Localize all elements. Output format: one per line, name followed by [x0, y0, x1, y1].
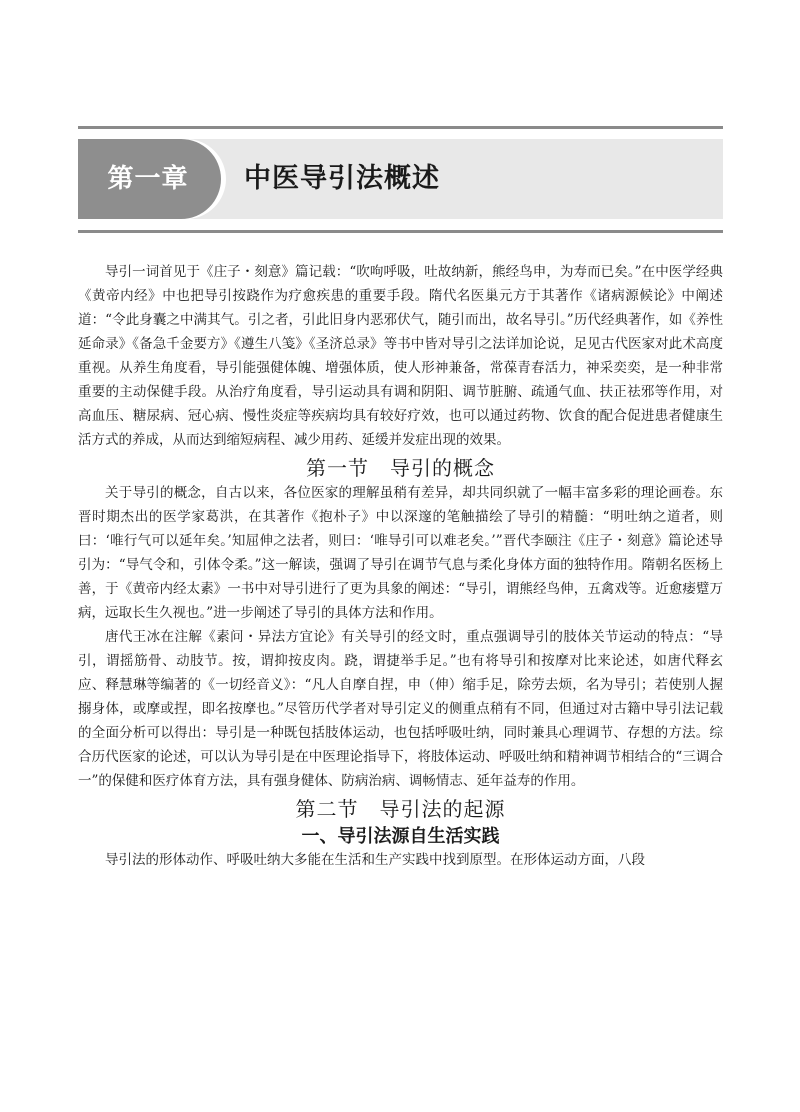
- section-2-title: 第二节 导引法的起源: [295, 797, 506, 821]
- chapter-number: 第一章: [107, 164, 189, 194]
- header-top-rule: [78, 126, 723, 129]
- subsection-1-paragraph: 导引法的形体动作、呼吸吐纳大多能在生活和生产实践中找到原型。在形体运动方面，八段: [105, 852, 645, 868]
- intro-paragraph: 导引一词首见于《庄子・刻意》篇记载：“吹呴呼吸，吐故纳新，熊经鸟申，为寿而已矣。”在中医学经典《黄帝内经》中也把导引按跷作为疗愈疾患的重要手段。隋代名医巢元方于其著作《诸病源候论》中阐述道：“令此身囊之中满其气。引之者，引此旧身内恶邪伏气，随引而出，故名导引。”历代经典著作，如《养性延命录》《备急千金要方》《遵生八笺》《圣济总录》等书中皆对导引之法详加论说，足见古代医家对此术高度重视。从养生角度看，导引能强健体魄、增强体质，使人形神兼备，常葆青春活力，神采奕奕，是一种非常重要的主动保健手段。从治疗角度看，导引运动具有调和阴阳、调节脏腑、疏通气血、扶正祛邪等作用，对高血压、糖尿病、冠心病、慢性炎症等疾病均具有较好疗效，也可以通过药物、饮食的配合促进患者健康生活方式的养成，从而达到缩短病程、减少用药、延缓并发症出现的效果。: [78, 264, 723, 448]
- section-1-paragraph-2: 唐代王冰在注解《素问・异法方宜论》有关导引的经文时，重点强调导引的肢体关节运动的特点：“导引，谓摇筋骨、动肢节。按，谓抑按皮肉。跷，谓捷举手足。”也有将导引和按摩对比来论述，如唐代释玄应、释慧琳等编著的《一切经音义》：“凡人自摩自捏，申（伸）缩手足，除劳去烦，名为导引；若使别人握搦身体，或摩或捏，即名按摩也。”尽管历代学者对导引定义的侧重点稍有不同，但通过对古籍中导引法记载的全面分析可以得出：导引是一种既包括肢体运动，也包括呼吸吐纳，同时兼具心理调节、存想的方法。综合历代医家的论述，可以认为导引是在中医理论指导下，将肢体运动、呼吸吐纳和精神调节相结合的“三调合一”的保健和医疗体育方法，具有强身健体、防病治病、调畅情志、延年益寿的作用。: [78, 629, 723, 789]
- section-1-title: 第一节 导引的概念: [306, 456, 495, 480]
- page-content: [78, 260, 723, 872]
- chapter-title: 中医导引法概述: [244, 163, 440, 194]
- subsection-1-title: 一、导引法源自生活实践: [301, 826, 500, 847]
- chapter-header: [78, 126, 723, 233]
- header-bottom-rule: [78, 230, 723, 233]
- section-1-paragraph-1: 关于导引的概念，自古以来，各位医家的理解虽稍有差异，却共同织就了一幅丰富多彩的理论画卷。东晋时期杰出的医学家葛洪，在其著作《抱朴子》中以深邃的笔触描绘了导引的精髓：“明吐纳之道者，则曰：‘唯行气可以延年矣。’知屈伸之法者，则曰：‘唯导引可以难老矣。’”晋代李颐注《庄子・刻意》篇论述导引为：“导气令和，引体令柔。”这一解读，强调了导引在调节气息与柔化身体方面的独特作用。隋朝名医杨上善，于《黄帝内经太素》一书中对导引进行了更为具象的阐述：“导引，谓熊经鸟伸，五禽戏等。近愈痿躄万病，远取长生久视也。”进一步阐述了导引的具体方法和作用。: [78, 485, 723, 621]
